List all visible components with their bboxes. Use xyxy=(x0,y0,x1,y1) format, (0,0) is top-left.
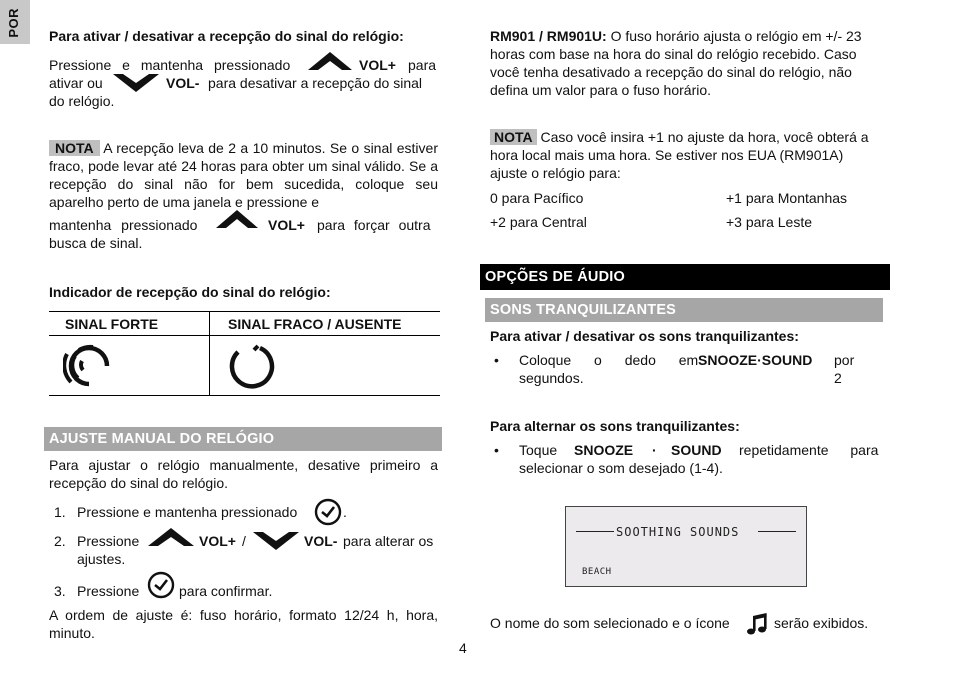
lcd-title: SOOTHING SOUNDS xyxy=(616,525,740,539)
rm-label: RM901 / RM901U: xyxy=(490,28,607,44)
strong-signal-icon xyxy=(63,340,115,392)
nota-line-end: busca de sinal. xyxy=(49,235,143,251)
press-text-b: ativar ou xyxy=(49,75,103,91)
vol-plus-label: VOL+ xyxy=(199,533,236,549)
vol-plus-label: VOL+ xyxy=(359,57,396,73)
rm-paragraph xyxy=(490,27,879,99)
vol-down-arrow-icon xyxy=(251,530,301,552)
rm-text: O fuso horário ajusta o relógio em +/- 23 horas com base na hora do sinal do relógio recebido. Caso você tenha desativado a recepção do sinal do relógio, não defina um valor para o fuso horário. xyxy=(490,28,862,98)
nota-text: Caso você insira +1 no ajuste da hora, você obterá a hora local mais uma hora. Se estiver nos EUA (RM901A) ajuste o relógio para: xyxy=(490,129,869,181)
toggle-text-b: por 2 xyxy=(834,352,855,386)
nota-badge: NOTA xyxy=(490,129,537,145)
step-text-b: para confirmar. xyxy=(179,583,273,599)
bullet-1: • xyxy=(494,352,499,368)
manual-section-heading: AJUSTE MANUAL DO RELÓGIO xyxy=(44,427,442,451)
sound-label: SOUND xyxy=(671,442,722,458)
bullet-2: • xyxy=(494,442,499,458)
vol-up-arrow-icon xyxy=(306,50,354,72)
nota-mid-a: mantenha pressionado xyxy=(49,217,198,233)
toggle-text-a: Coloque o dedo em xyxy=(519,352,699,368)
toggle-text-c: segundos. xyxy=(519,370,584,386)
step-text-c: ajustes. xyxy=(77,551,126,567)
lcd-sound-name: BEACH xyxy=(582,567,612,577)
press-line-b xyxy=(49,74,438,94)
step-text: Pressione xyxy=(77,533,140,549)
zone-mountain: +1 para Montanhas xyxy=(726,190,848,206)
vol-minus-label: VOL- xyxy=(166,75,200,91)
vol-plus-label: VOL+ xyxy=(268,217,305,233)
nota-mid-b: para forçar outra xyxy=(317,217,431,233)
indicator-heading: Indicador de recepção do sinal do relógio: xyxy=(49,284,331,300)
music-note-icon xyxy=(746,612,770,636)
footer-text-b: serão exibidos. xyxy=(774,615,869,631)
separator: / xyxy=(242,533,246,549)
vol-up-arrow-icon xyxy=(214,208,260,230)
footer-line xyxy=(490,613,890,637)
step-3 xyxy=(49,581,438,605)
weak-signal-icon xyxy=(226,340,278,392)
toggle-text xyxy=(519,351,879,391)
step-text-b: para alterar os xyxy=(343,533,434,549)
dot-separator: · xyxy=(652,442,657,458)
vol-minus-label: VOL- xyxy=(304,533,338,549)
nota-block-right xyxy=(490,128,879,182)
para-word: para xyxy=(408,57,437,73)
alt-text-a: Toque xyxy=(519,442,558,458)
step-text: Pressione xyxy=(77,583,140,599)
alt-text-b: repetidamente para xyxy=(739,442,879,458)
audio-section-heading: OPÇÕES DE ÁUDIO xyxy=(480,264,890,290)
table-header-strong: SINAL FORTE xyxy=(49,312,210,336)
nota-badge: NOTA xyxy=(49,140,100,156)
step-number: 2. xyxy=(54,533,66,549)
zone-central: +2 para Central xyxy=(490,214,587,230)
zone-east: +3 para Leste xyxy=(726,214,813,230)
snooze-label: SNOOZE xyxy=(574,442,634,458)
vol-down-arrow-icon xyxy=(111,72,161,94)
step-text-end: . xyxy=(343,504,347,520)
snooze-sound-label: SNOOZE·SOUND xyxy=(698,352,813,368)
alternate-text xyxy=(519,441,879,481)
clock-button-icon xyxy=(147,571,175,599)
language-label: POR xyxy=(6,8,21,38)
zone-pacific: 0 para Pacífico xyxy=(490,190,584,206)
manual-intro: Para ajustar o relógio manualmente, desative primeiro a recepção do sinal do relógio. xyxy=(49,457,438,491)
nota-block-left xyxy=(49,139,438,211)
press-line-a xyxy=(49,56,438,76)
signal-table xyxy=(49,311,440,396)
lcd-rule-left xyxy=(576,531,614,532)
vol-up-arrow-icon xyxy=(146,526,196,548)
step-number: 1. xyxy=(54,504,66,520)
step-1 xyxy=(49,502,438,526)
clock-button-icon xyxy=(314,498,342,526)
nota-text: A recepção leva de 2 a 10 minutos. Se o sinal estiver fraco, pode levar até 24 horas para obter um sinal válido. Se a recepção do sinal não for bem sucedida, coloque seu aparelho perto de uma janela e pressione e xyxy=(49,140,438,210)
strong-signal-cell xyxy=(49,336,210,396)
footer-text-a: O nome do som selecionado e o ícone xyxy=(490,615,730,631)
toggle-heading: Para ativar / desativar os sons tranquilizantes: xyxy=(490,328,799,344)
alt-text-c: selecionar o som desejado (1-4). xyxy=(519,460,723,476)
weak-signal-cell xyxy=(210,336,441,396)
sounds-section-heading: SONS TRANQUILIZANTES xyxy=(485,298,883,322)
press-text-b2: para desativar a recepção do sinal xyxy=(208,75,423,91)
alternate-heading: Para alternar os sons tranquilizantes: xyxy=(490,418,740,434)
press-line-c: do relógio. xyxy=(49,93,115,109)
table-header-weak: SINAL FRACO / AUSENTE xyxy=(210,312,441,336)
page-number: 4 xyxy=(459,640,467,656)
press-text: Pressione e mantenha pressionado xyxy=(49,57,291,73)
lcd-display xyxy=(565,506,807,587)
language-tab xyxy=(0,0,30,44)
signal-heading: Para ativar / desativar a recepção do sinal do relógio: xyxy=(49,28,404,44)
step-number: 3. xyxy=(54,583,66,599)
lcd-rule-right xyxy=(758,531,796,532)
step-2 xyxy=(49,531,438,571)
step-text: Pressione e mantenha pressionado xyxy=(77,504,298,520)
order-text: A ordem de ajuste é: fuso horário, formato 12/24 h, hora, minuto. xyxy=(49,607,438,641)
